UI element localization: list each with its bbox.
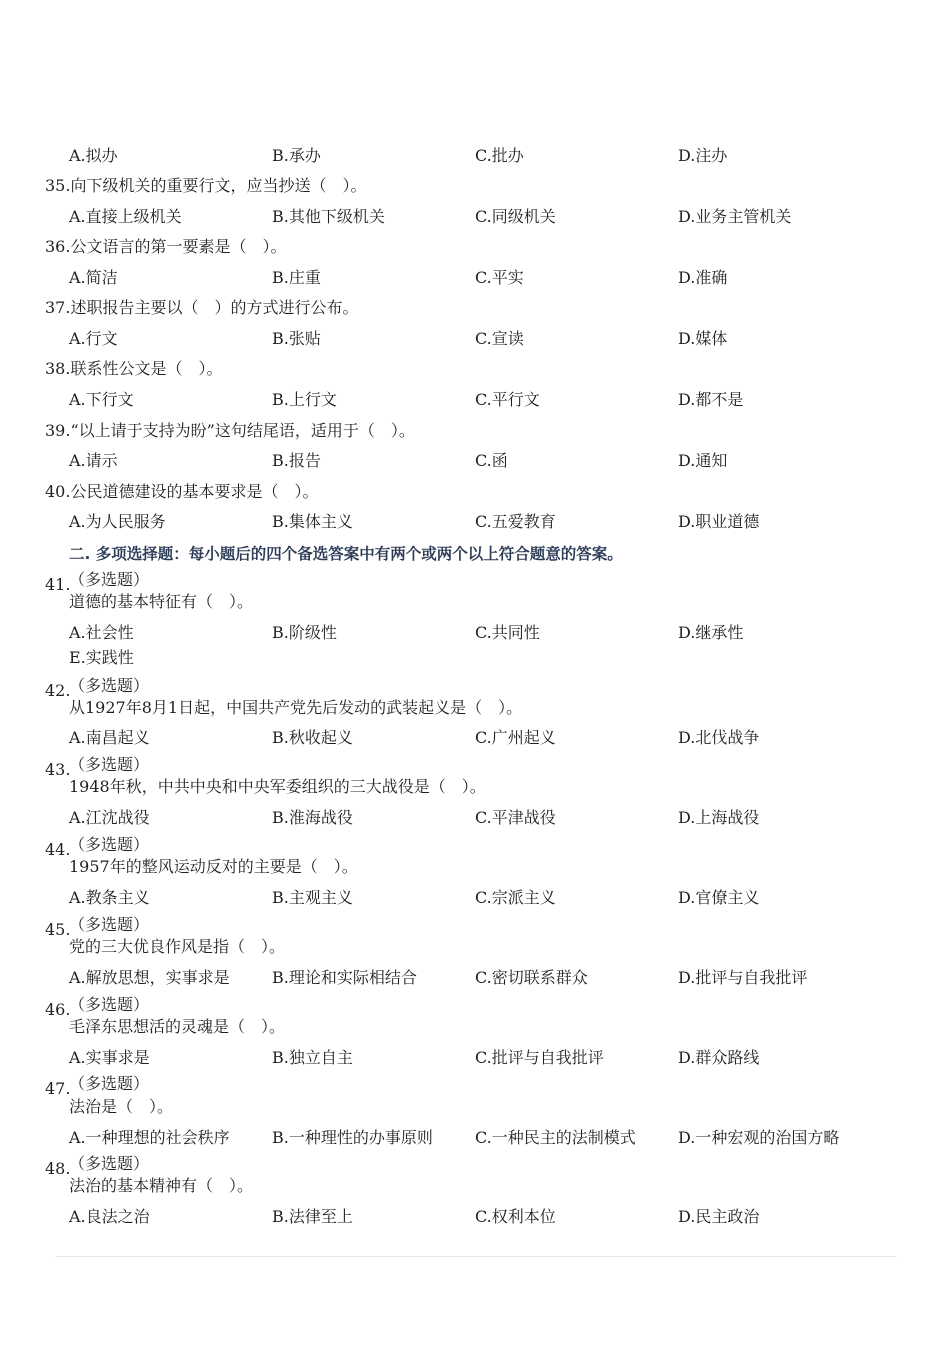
option-e: E.实践性 (69, 648, 134, 667)
option-b: B.法律至上 (272, 1207, 353, 1226)
option-c: C.平行文 (475, 390, 540, 409)
option-a: A.行文 (69, 329, 118, 348)
q36-options (0, 266, 950, 290)
q43-options (0, 806, 950, 830)
question-stem: 道德的基本特征有（ ）。 (69, 592, 254, 611)
option-d: D.一种宏观的治国方略 (678, 1128, 840, 1147)
option-c: C.批办 (475, 146, 524, 165)
q42-options (0, 726, 950, 750)
q47-options (0, 1126, 950, 1150)
q38-options (0, 388, 950, 412)
question-stem: 从1927年8月1日起，中国共产党先后发动的武装起义是（ ）。 (69, 698, 523, 717)
question-number: 45. (45, 920, 71, 939)
option-c: C.批评与自我批评 (475, 1048, 604, 1067)
question-number: 46. (45, 1000, 71, 1019)
question-number: 48. (45, 1159, 71, 1178)
option-d: D.批评与自我批评 (678, 968, 808, 987)
question-number: 37. (45, 298, 71, 317)
q37-options (0, 327, 950, 351)
option-d: D.群众路线 (678, 1048, 760, 1067)
option-c: C.一种民主的法制模式 (475, 1128, 636, 1147)
question-40 (45, 480, 318, 504)
option-a: A.南昌起义 (69, 728, 150, 747)
question-stem: 向下级机关的重要行文，应当抄送（ ）。 (70, 176, 367, 195)
question-39 (45, 419, 415, 443)
q35-options (0, 205, 950, 229)
multi-choice-tag: （多选题） (69, 835, 150, 854)
option-c: C.宗派主义 (475, 888, 556, 907)
question-number: 44. (45, 840, 71, 859)
option-b: B.主观主义 (272, 888, 353, 907)
option-d: D.官僚主义 (678, 888, 760, 907)
option-d: D.上海战役 (678, 808, 760, 827)
question-stem: 联系性公文是（ ）。 (70, 359, 223, 378)
option-b: B.承办 (272, 146, 321, 165)
option-d: D.准确 (678, 268, 728, 287)
option-b: B.报告 (272, 451, 321, 470)
q45-options (0, 966, 950, 990)
option-c: C.宣读 (475, 329, 524, 348)
option-a: A.请示 (69, 451, 118, 470)
question-number: 36. (45, 237, 71, 256)
question-number: 40. (45, 482, 71, 501)
option-d: D.职业道德 (678, 512, 760, 531)
q44-options (0, 886, 950, 910)
question-stem: 公民道德建设的基本要求是（ ）。 (70, 482, 319, 501)
question-37 (45, 296, 358, 320)
option-b: B.一种理性的办事原则 (272, 1128, 433, 1147)
option-d: D.业务主管机关 (678, 207, 792, 226)
option-b: B.淮海战役 (272, 808, 353, 827)
option-c: C.广州起义 (475, 728, 556, 747)
multi-choice-tag: （多选题） (69, 676, 150, 695)
multi-choice-tag: （多选题） (69, 915, 150, 934)
option-b: B.张贴 (272, 329, 321, 348)
question-stem: 述职报告主要以（ ）的方式进行公布。 (70, 298, 359, 317)
multi-choice-tag: （多选题） (69, 755, 150, 774)
question-stem: 党的三大优良作风是指（ ）。 (69, 937, 286, 956)
option-b: B.秋收起义 (272, 728, 353, 747)
multi-choice-tag: （多选题） (69, 995, 150, 1014)
q34-options (0, 144, 950, 168)
q39-options (0, 449, 950, 473)
option-a: A.江沈战役 (69, 808, 150, 827)
question-36 (45, 235, 286, 259)
question-stem: 毛泽东思想活的灵魂是（ ）。 (69, 1017, 286, 1036)
question-number: 38. (45, 359, 71, 378)
question-35 (45, 174, 366, 198)
question-stem: 法治是（ ）。 (69, 1097, 174, 1116)
option-b: B.庄重 (272, 268, 321, 287)
option-c: C.平实 (475, 268, 524, 287)
option-b: B.独立自主 (272, 1048, 353, 1067)
question-stem: 公文语言的第一要素是（ ）。 (70, 237, 287, 256)
option-d: D.都不是 (678, 390, 744, 409)
section-heading-multiple-choice: 二. 多项选择题：每小题后的四个备选答案中有两个或两个以上符合题意的答案。 (69, 545, 623, 563)
option-d: D.注办 (678, 146, 728, 165)
question-number: 42. (45, 681, 71, 700)
option-c: C.五爱教育 (475, 512, 556, 531)
question-stem: 1957年的整风运动反对的主要是（ ）。 (69, 857, 358, 876)
multi-choice-tag: （多选题） (69, 1154, 150, 1173)
option-c: C.平津战役 (475, 808, 556, 827)
option-b: B.上行文 (272, 390, 337, 409)
question-stem: 1948年秋，中共中央和中央军委组织的三大战役是（ ）。 (69, 777, 486, 796)
option-a: A.一种理想的社会秩序 (69, 1128, 230, 1147)
option-c: C.同级机关 (475, 207, 556, 226)
q48-options (0, 1205, 950, 1229)
page-divider (55, 1256, 897, 1257)
option-d: D.继承性 (678, 623, 744, 642)
question-stem: “以上请于支持为盼”这句结尾语，适用于（ ）。 (70, 421, 415, 440)
option-a: A.为人民服务 (69, 512, 166, 531)
multi-choice-tag: （多选题） (69, 570, 150, 589)
option-d: D.北伐战争 (678, 728, 760, 747)
option-c: C.权利本位 (475, 1207, 556, 1226)
option-d: D.民主政治 (678, 1207, 760, 1226)
multi-choice-tag: （多选题） (69, 1074, 150, 1093)
option-d: D.通知 (678, 451, 728, 470)
option-a: A.下行文 (69, 390, 134, 409)
q41-options (0, 621, 950, 645)
option-c: C.共同性 (475, 623, 540, 642)
option-a: A.简洁 (69, 268, 118, 287)
question-number: 41. (45, 575, 71, 594)
question-number: 43. (45, 760, 71, 779)
option-c: C.函 (475, 451, 508, 470)
question-38 (45, 357, 222, 381)
question-number: 35. (45, 176, 71, 195)
question-number: 47. (45, 1079, 71, 1098)
option-a: A.良法之治 (69, 1207, 150, 1226)
option-c: C.密切联系群众 (475, 968, 588, 987)
option-d: D.媒体 (678, 329, 728, 348)
option-a: A.拟办 (69, 146, 118, 165)
option-a: A.教条主义 (69, 888, 150, 907)
option-a: A.解放思想，实事求是 (69, 968, 230, 987)
option-a: A.直接上级机关 (69, 207, 182, 226)
question-number: 39. (45, 421, 71, 440)
option-a: A.实事求是 (69, 1048, 150, 1067)
q40-options (0, 510, 950, 534)
option-b: B.集体主义 (272, 512, 353, 531)
option-b: B.理论和实际相结合 (272, 968, 417, 987)
question-stem: 法治的基本精神有（ ）。 (69, 1176, 254, 1195)
q46-options (0, 1046, 950, 1070)
option-a: A.社会性 (69, 623, 134, 642)
option-b: B.阶级性 (272, 623, 337, 642)
option-b: B.其他下级机关 (272, 207, 385, 226)
